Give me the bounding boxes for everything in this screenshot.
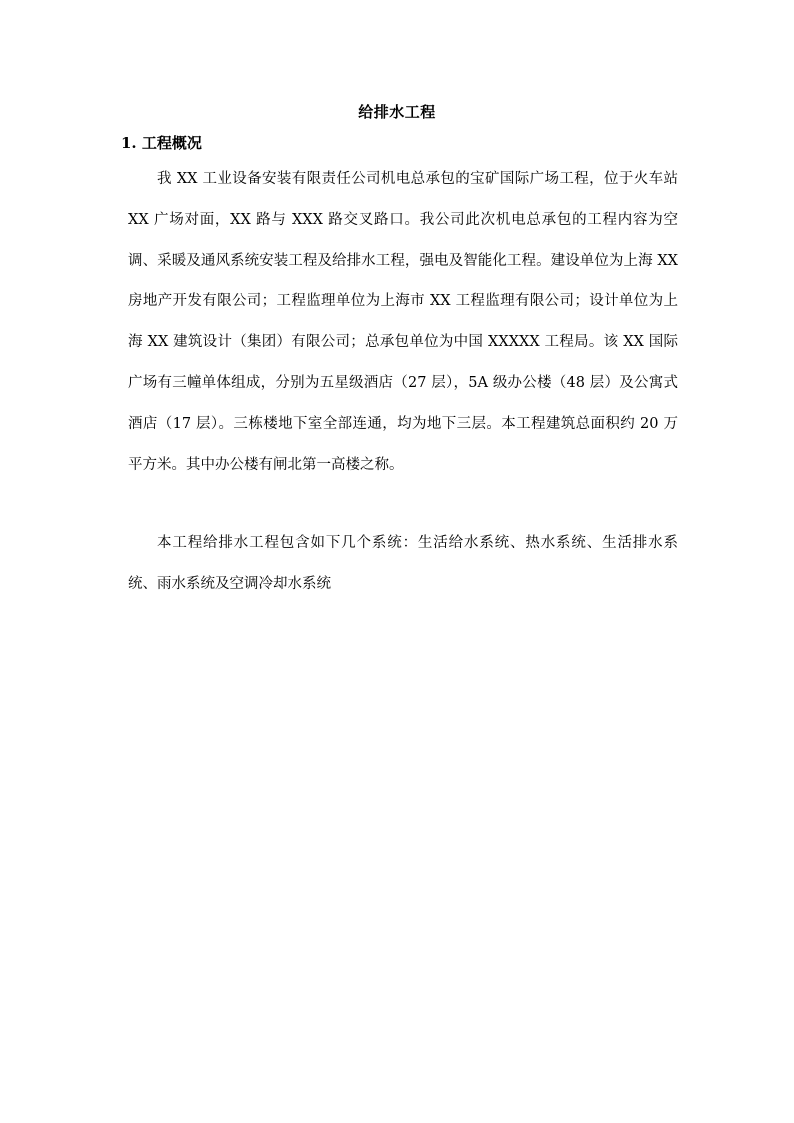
- section-number: 1.: [121, 134, 137, 152]
- document-title: 给排水工程: [358, 103, 436, 121]
- section-title: 工程概况: [141, 134, 202, 152]
- systems-paragraph: 本工程给排水工程包含如下几个系统：生活给水系统、热水系统、生活排水系统、雨水系统及空调冷却水系统: [128, 535, 678, 592]
- overview-paragraph: 我 XX 工业设备安装有限责任公司机电总承包的宝矿国际广场工程，位于火车站 XX 广场对面，XX 路与 XXX 路交叉路口。我公司此次机电总承包的工程内容为空调、采暖及通风系统安装工程及给排水工程，强电及智能化工程。建设单位为上海 XX 房地产开发有限公司；工程监理单位为上海市 XX 工程监理有限公司；设计单位为上海 XX 建筑设计（集团）有限公司；总承包单位为中国 XXXXX 工程局。该 XX 国际广场有三幢单体组成，分别为五星级酒店（27 层），5A 级办公楼（48 层）及公寓式酒店（17 层）。三栋楼地下室全部连通，均为地下三层。本工程建筑总面积约 20 万平方米。其中办公楼有闸北第一高楼之称。: [128, 171, 678, 473]
- section-heading: [121, 132, 202, 154]
